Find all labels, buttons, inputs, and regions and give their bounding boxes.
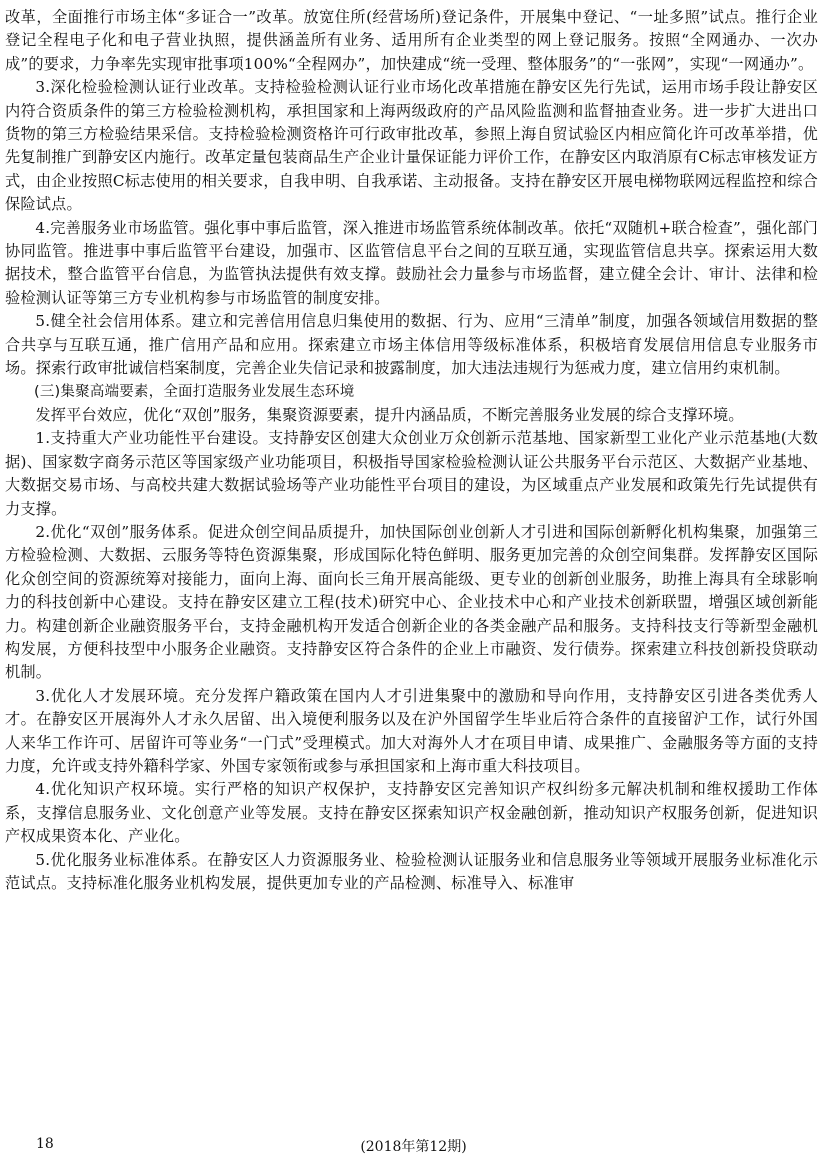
paragraph: 4.优化知识产权环境。实行严格的知识产权保护，支持静安区完善知识产权纠纷多元解决机制和维权援助工作体系，支撑信息服务业、文化创意产业等发展。支持在静安区探索知识产权金融创新，推动知识产权服务创新，促进知识产权成果资本化、产业化。: [5, 780, 818, 846]
body-text: [0, 6, 818, 895]
paragraph: 3.优化人才发展环境。充分发挥户籍政策在国内人才引进集聚中的激励和导向作用，支持静安区引进各类优秀人才。在静安区开展海外人才永久居留、出入境便利服务以及在沪外国留学生毕业后符合条件的直接留沪工作，试行外国人来华工作许可、居留许可等业务“一门式”受理模式。加大对海外人才在项目申请、成果推广、金融服务等方面的支持力度，允许或支持外籍科学家、外国专家领衔或参与承担国家和上海市重大科技项目。: [5, 686, 818, 775]
page-footer: [0, 1136, 827, 1158]
paragraph: 改革，全面推行市场主体“多证合一”改革。放宽住所(经营场所)登记条件，开展集中登记、“一址多照”试点。推行企业登记全程电子化和电子营业执照，提供涵盖所有业务、适用所有企业类型的网上登记服务。按照“全网通办、一次办成”的要求，力争率先实现审批事项100%“全程网办”，加快建成“统一受理、整体服务”的“一张网”，实现“一网通办”。: [5, 8, 818, 73]
page-number: 18: [36, 1136, 54, 1152]
issue-label: (2018年第12期): [360, 1139, 467, 1155]
paragraph: 3.深化检验检测认证行业改革。支持检验检测认证行业市场化改革措施在静安区先行先试，运用市场手段让静安区内符合资质条件的第三方检验检测机构，承担国家和上海两级政府的产品风险监测和监督抽查业务。进一步扩大进出口货物的第三方检验结果采信。支持检验检测资格许可行政审批改革，参照上海自贸试验区内相应简化许可改革举措，优先复制推广到静安区内施行。改革定量包装商品生产企业计量保证能力评价工作，在静安区内取消原有C标志审核发证方式，由企业按照C标志使用的相关要求，自我申明、自我承诺、主动报备。支持在静安区开展电梯物联网远程监控和综合保险试点。: [5, 78, 818, 214]
paragraph: 发挥平台效应，优化“双创”服务，集聚资源要素，提升内涵品质，不断完善服务业发展的综合支撑环境。: [35, 405, 744, 424]
section-heading: (三)集聚高端要素，全面打造服务业发展生态环境: [34, 383, 355, 400]
paragraph: 4.完善服务业市场监管。强化事中事后监管，深入推进市场监管系统体制改革。依托“双随机+联合检查”，强化部门协同监管。推进事中事后监管平台建设，加强市、区监管信息平台之间的互联互通，实现监管信息共享。探索运用大数据技术，整合监管平台信息，为监管执法提供有效支撑。鼓励社会力量参与市场监督，建立健全会计、审计、法律和检验检测认证等第三方专业机构参与市场监管的制度安排。: [5, 218, 818, 307]
paragraph: 5.健全社会信用体系。建立和完善信用信息归集使用的数据、行为、应用“三清单”制度，加强各领域信用数据的整合共享与互联互通，推广信用产品和应用。探索建立市场主体信用等级标准体系，积极培育发展信用信息专业服务市场。探索行政审批诚信档案制度，完善企业失信记录和披露制度，加大违法违规行为惩戒力度，建立信用约束机制。: [5, 312, 818, 378]
paragraph: 5.优化服务业标准体系。在静安区人力资源服务业、检验检测认证服务业和信息服务业等领域开展服务业标准化示范试点。支持标准化服务业机构发展，提供更加专业的产品检测、标准导入、标准审: [5, 850, 818, 893]
paragraph: 2.优化“双创”服务体系。促进众创空间品质提升，加快国际创业创新人才引进和国际创新孵化机构集聚，加强第三方检验检测、大数据、云服务等特色资源集聚，形成国际化特色鲜明、服务更加完善的众创空间集群。发挥静安区国际化众创空间的资源统筹对接能力，面向上海、面向长三角开展高能级、更专业的创新创业服务，助推上海具有全球影响力的科技创新中心建设。支持在静安区建立工程(技术)研究中心、企业技术中心和产业技术创新联盟，增强区域创新能力。构建创新企业融资服务平台，支持金融机构开发适合创新企业的各类金融产品和服务。支持科技支行等新型金融机构发展，方便科技型中小服务企业融资。支持静安区符合条件的企业上市融资、发行债券。探索建立科技创新投贷联动机制。: [5, 522, 818, 682]
paragraph: 1.支持重大产业功能性平台建设。支持静安区创建大众创业万众创新示范基地、国家新型工业化产业示范基地(大数据)、国家数字商务示范区等国家级产业功能项目，积极指导国家检验检测认证公共服务平台示范区、大数据产业基地、大数据交易市场、与高校共建大数据试验场等产业功能性平台项目的建设，为区域重点产业发展和政策先行先试提供有力支撑。: [5, 429, 818, 518]
